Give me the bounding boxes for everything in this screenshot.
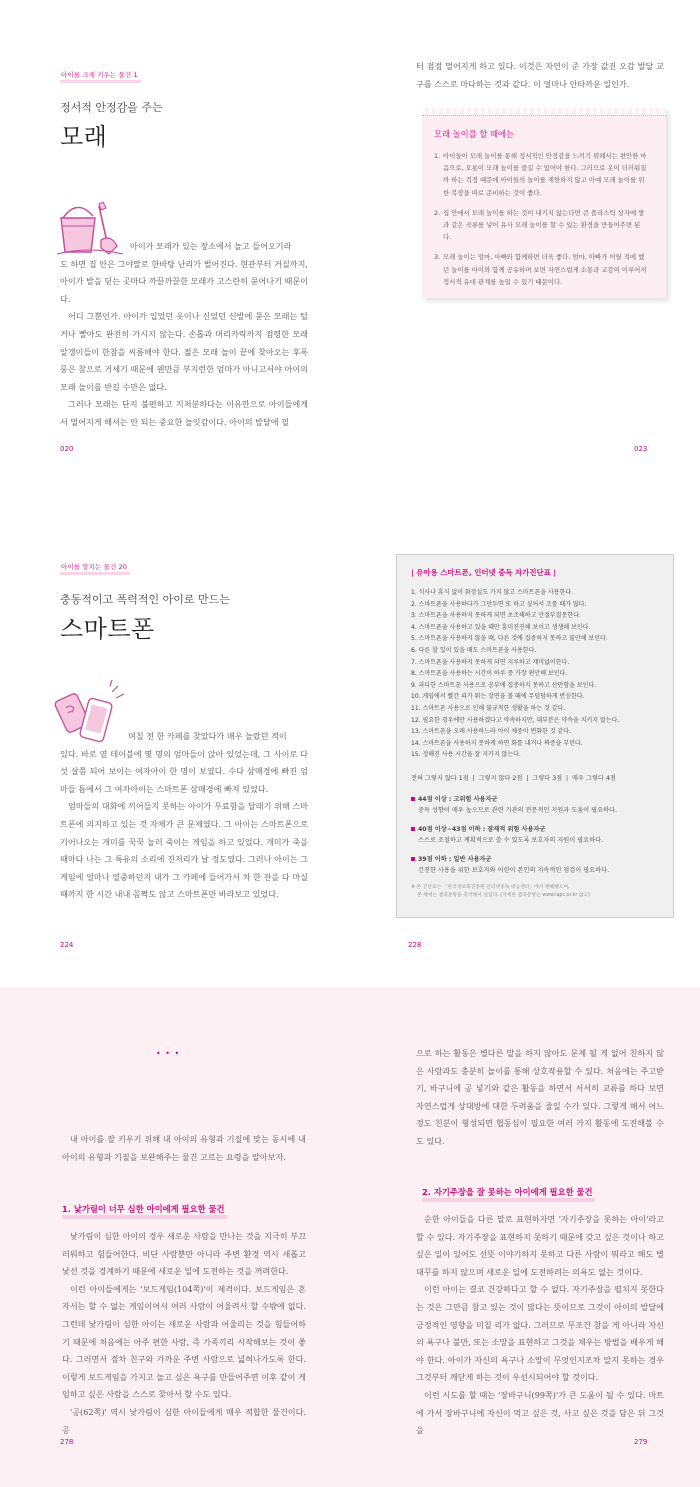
list-item: 11. 스마트폰 사용으로 인해 불규칙한 생활을 하는 것 같다. — [411, 704, 566, 712]
tip-note — [422, 108, 666, 298]
list-item: 7. 스마트폰을 사용하지 못하게 되면 지루하고 재미없어한다. — [411, 658, 570, 666]
body-text — [416, 1211, 664, 1440]
page-278 — [0, 987, 350, 1487]
list-item: 8. 스마트폰을 사용하는 시간이 하루 중 가장 편안해 보인다. — [411, 670, 568, 678]
page-number: 279 — [634, 1438, 648, 1446]
paragraph: '공(62쪽)' 역시 낯가림이 심한 아이들에게 매우 적합한 물건이다. 공 — [62, 1406, 306, 1435]
intro-line: 아이가 모래가 있는 장소에서 놀고 들어오기라 — [130, 241, 292, 251]
paragraph: 그러나 모래는 단지 불편하고 지저분하다는 이유만으로 아이들에게서 멀어지게 해서는 안 되는 중요한 놀잇감이다. 아이의 발달에 필 — [60, 399, 308, 427]
page-279 — [350, 987, 700, 1487]
paragraph: 엄마들의 대화에 끼어들지 못하는 아이가 무료함을 달래기 위해 스마트폰에 의지하고 있는 것 자체가 큰 문제였다. 그 아이는 스마트폰으로 기어나오는 개미를 꾹꾹 눌러 죽이는 게임을 하고 있었다. 개미가 죽을 때마다 나는 그 특유의 소리에 진저리가 날 정도였다. 그러나 아이는 그 게임에 얼마나 열중하던지 내가 그 카페에 들어가서 차 한 잔을 다 마실 때까지 한 시간 내내 꼼짝도 않고 스마트폰만 바라보고 있었다. — [60, 801, 308, 900]
page-number: 020 — [60, 445, 74, 453]
paragraph: 이런 시도를 할 때는 '장바구니(99쪽)'가 큰 도움이 될 수 있다. 마트에 가서 장바구니에 자신이 먹고 싶은 것, 사고 싶은 것을 담은 뒤 그것을 — [416, 1389, 664, 1436]
page-number: 228 — [408, 941, 422, 949]
page-224 — [0, 490, 350, 987]
list-item: 9. 과다한 스마트폰 사용으로 공부에 집중하지 못하고 산만함을 보인다. — [411, 681, 597, 689]
chapter-tag: 아이를 크게 키우는 물건 1 — [60, 71, 141, 83]
list-item: 5. 스마트폰을 사용하지 않을 때, 다른 것에 집중하지 못하고 불안해 보인다. — [411, 635, 608, 643]
list-item: 4. 스마트폰을 사용하고 있을 때만 흥미진진해 보이고 생생해 보인다. — [411, 623, 591, 631]
list-item: 13. 스마트폰을 오래 사용하느라 아이 체중이 변화한 것 같다. — [411, 728, 572, 736]
section-dots: • • • — [156, 1049, 181, 1058]
list-item: 6. 다른 할 일이 있을 때도 스마트폰을 사용한다. — [411, 646, 537, 654]
spread-tips — [0, 987, 700, 1487]
page-subtitle: 충동적이고 폭력적인 아이로 만드는 — [60, 593, 230, 606]
checklist — [411, 587, 659, 761]
list-item: 3. 스마트폰을 사용하지 못하게 되면 초조해하고 안절부절못한다. — [411, 612, 581, 620]
paragraph: 이런 아이는 결코 건강하다고 할 수 없다. 자기주장을 펼치지 못한다는 것은 그만큼 참고 있는 것이 많다는 뜻이므로 그것이 아이의 발달에 긍정적인 영향을 미칠 리가 없다. 그러므로 무조건 참을 게 아니라 자신의 욕구나 불만, 또는 소망을 표현하고 그것을 채우는 방법을 배우게 해야 한다. 아이가 자신의 욕구나 소망이 무엇인지조차 알지 못하는 경우 그것부터 깨닫게 하는 것이 우선시되어야 할 것이다. — [416, 1284, 664, 1383]
list-item: 15. 정해진 사용 시간을 잘 지키지 않는다. — [411, 751, 521, 759]
result-potential-risk: 40점 이상~43점 이하 : 잠재적 위험 사용자군 스스로 조절하고 계획적으로 쓸 수 있도록 보호자의 지원이 필요하다. — [411, 824, 659, 846]
list-item: 2. 집 안에서 모래 놀이를 하는 것이 내키지 않는다면 큰 플라스틱 상자에 쌀과 같은 곡류를 넣어 유사 모래 놀이를 할 수 있는 환경을 만들어주면 된다. — [434, 208, 645, 242]
list-item: 2. 스마트폰을 사용하다가 그만두면 또 하고 싶어서 조를 때가 많다. — [411, 600, 587, 608]
paragraph: 어디 그뿐인가. 아이가 입었던 옷이나 신었던 신발에 묻은 모래는 털거나 빨아도 완전히 가시지 않는다. 손톱과 머리카락까지 점령한 모래 알갱이들이 한참을 씨름해야 한다. 젊은 모래 놀이 끝에 찾아오는 후폭풍은 참으로 거세기 때문에 웬만큼 부지런한 엄마가 아니고서야 아이의 모래 놀이를 반길 수만은 없다. — [60, 311, 308, 392]
list-item: 1. 아이들이 모래 놀이를 통해 정서적인 안정감을 느끼기 위해서는 편안한 마음으로, 오롯이 모래 놀이를 즐길 수 있어야 한다. 그러므로 옷이 더러워질까 하는 걱정 때문에 아이들의 놀이를 제한하지 않고 아예 모래 놀이를 위한 복장을 따로 준비하는 것이 좋다. — [434, 152, 647, 197]
paragraph: 낯가림이 심한 아이의 경우 새로운 사람을 만나는 것을 지극히 부끄러워하고 힘들어한다. 비단 사람뿐만 아니라 주변 환경 역시 새롭고 낯선 것을 경계하기 때문에 새로운 일에 도전하는 것을 꺼려한다. — [62, 1231, 306, 1277]
paragraph: 있다. 바로 옆 테이블에 몇 명의 엄마들이 앉아 있었는데, 그 사이로 다섯 살쯤 되어 보이는 여자아이 한 명이 보였다. 수다 삼매경에 빠진 엄마들 틈에서 그 여자아이는 스마트폰 삼매경에 빠져 있었다. — [60, 748, 308, 794]
page-020 — [0, 0, 350, 490]
list-item: 3. 모래 놀이는 엄마, 아빠와 함께하면 더욱 좋다. 엄마, 아빠가 어릴 적에 했던 놀이를 아이와 함께 공유하며 보면 자연스럽게 소통과 교감이 이루어져 정서적 유대 관계를 높일 수 있기 때문이다. — [434, 253, 647, 286]
chapter-tag: 아이를 망치는 물건 20 — [60, 563, 130, 575]
spread-sand — [0, 0, 700, 490]
paragraph: 도 하면 집 안은 그야말로 한바탕 난리가 벌어진다. 현관부터 거실까지, 아이가 발을 딛는 곳마다 까끌까끌한 모래가 고스란히 묻어나기 때문이다. — [60, 258, 308, 304]
page-228 — [350, 490, 700, 987]
note-list — [434, 150, 648, 288]
paragraph: 순한 아이들을 다른 말로 표현하자면 '자기주장을 못하는 아이'라고 할 수 있다. 자기주장을 표현하지 못하기 때문에 갖고 싶은 것이나 하고 싶은 일이 있어도 선뜻 이야기하지 못하고 다른 사람이 뭐라고 해도 별 대꾸를 하지 않으며 새로운 일에 도전하려는 의욕도 없는 것이다. — [416, 1214, 664, 1277]
section-title: 1. 낯가림이 너무 심한 아이에게 필요한 물건 — [62, 1204, 227, 1219]
body-text: 터 점점 멀어지게 하고 있다. 이것은 자연이 준 가장 값진 오감 발달 교구를 스스로 마다하는 것과 같다. 이 얼마나 안타까운 일인가. — [416, 61, 664, 89]
box-title: | 유아용 스마트폰, 인터넷 중독 자가진단표 | — [411, 568, 557, 577]
result-general: 39점 이하 : 일반 사용자군 건전한 사용을 위한 보호자와 어린이 본인의 지속적인 점검이 필요하다. — [411, 854, 659, 876]
list-item: 10. 게임에서 빨간 피가 튀는 장면을 볼 때에 무덤덤하게 반응한다. — [411, 693, 585, 701]
intro-text: 내 아이를 잘 키우기 위해 내 아이의 유형과 기질에 맞는 동시에 내 아이의 유형과 기질을 보완해주는 물건 고르는 요령을 알아보자. — [62, 1134, 306, 1162]
diagnosis-box — [396, 554, 674, 918]
page-number: 023 — [634, 445, 648, 453]
spread-smartphone — [0, 490, 700, 987]
list-item: 14. 스마트폰을 사용하지 못하게 하면 화를 내거나 짜증을 부린다. — [411, 739, 583, 747]
page-number: 278 — [60, 1438, 74, 1446]
list-item: 1. 식사나 휴식 없이 화장실도 가지 않고 스마트폰을 사용한다. — [411, 589, 573, 596]
note-spiral — [422, 108, 666, 116]
note-title: 모래 놀이를 할 때에는 — [434, 129, 515, 139]
page-title: 스마트폰 — [60, 615, 155, 643]
result-high-risk: 44점 이상 : 고위험 사용자군 중독 성향이 매우 높으므로 관련 기관의 전문적인 지원과 도움이 필요하다. — [411, 794, 659, 816]
page-title: 모래 — [60, 123, 108, 151]
footnote: ※ 본 진단표는 「한국정보화진흥원 인터넷중독 대응센터」에서 발췌했으며, 본 책에는 결과문항을 축약해서 실었다. (자세한 결과문항은 www.iapc.or.kr 참고) — [411, 884, 591, 898]
body-text — [62, 1228, 306, 1439]
intro-line: 며칠 전 한 카페를 찾았다가 매우 놀랐던 적이 — [128, 731, 287, 741]
page-023 — [350, 0, 700, 490]
list-item: 12. 필요한 경우에만 사용하겠다고 약속하지만, 대부분은 약속을 지키지 않는다. — [411, 716, 620, 724]
paragraph: 이런 아이들에게는 '보드게임(104쪽)'이 제격이다. 보드게임은 혼자서는 할 수 없는 게임이어서 여러 사람이 어울려서 할 수밖에 없다. 그런데 낯가림이 심한 아이는 새로운 사람과 어울리는 것을 힘들어하기 때문에 처음에는 아주 편한 사람, 즉 가족끼리 시작해보는 것이 좋다. 그러면서 점차 친구와 가까운 주변 사람으로 넓혀나가도록 한다. 이렇게 보드게임을 가지고 놀고 싶은 욕구를 만들어주면 이후 같이 게임하고 싶은 사람을 스스로 찾아서 할 수도 있다. — [62, 1283, 306, 1400]
page-number: 224 — [60, 941, 74, 949]
section-title: 2. 자기주장을 잘 못하는 아이에게 필요한 물건 — [422, 1187, 595, 1202]
body-text — [60, 728, 308, 904]
scoring-legend: 전혀 그렇지 않다 1점 | 그렇지 않다 2점 | 그렇다 3점 | 매우 그렇다 4점 — [411, 774, 616, 782]
body-text: 으로 하는 활동은 별다른 말을 하지 않아도 문제 될 게 없어 친하지 않은 사람과도 충분히 놀이를 통해 상호작용할 수 있다. 처음에는 주고받기, 바구니에 공 넣기와 같은 활동을 하면서 서서히 교류를 하다 보면 자연스럽게 상대방에 대한 두려움을 줄일 수가 있다. 그렇게 해서 어느 정도 친분이 형성되면 협동심이 필요한 여러 가지 활동에 도전해볼 수도 있다. — [416, 1048, 664, 1146]
body-text — [60, 238, 308, 432]
page-subtitle: 정서적 안정감을 주는 — [60, 101, 163, 114]
